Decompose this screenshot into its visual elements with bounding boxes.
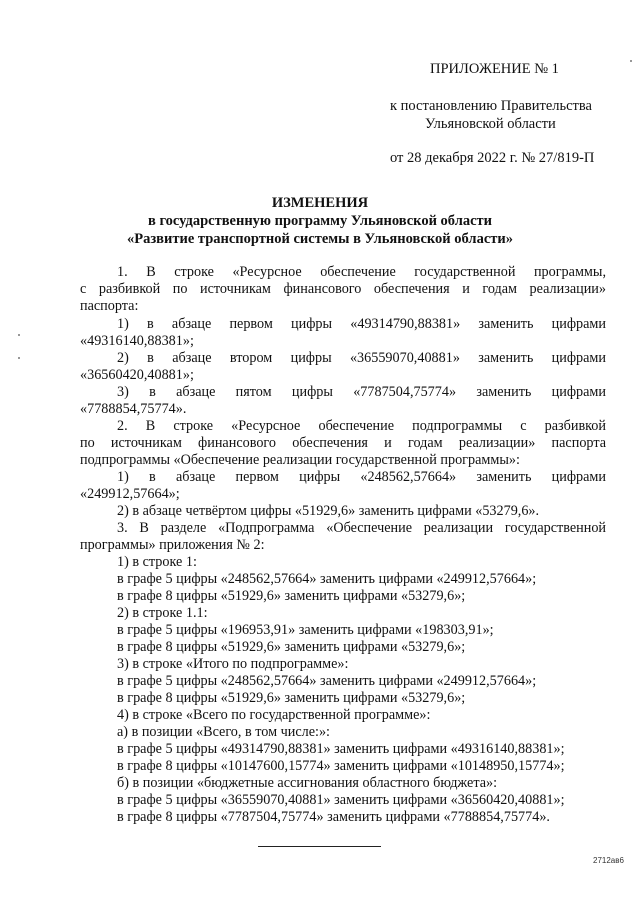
body-line: 4) в строке «Всего по государственной программе»:: [117, 707, 431, 723]
scan-speck: [630, 60, 632, 62]
body-line: «7788854,75774».: [80, 401, 187, 417]
document-subtitle-2: «Развитие транспортной системы в Ульяновской области»: [127, 231, 513, 247]
body-line: 2) в строке 1.1:: [117, 605, 208, 621]
body-line: 2) в абзаце втором цифры «36559070,40881» заменить цифрами: [117, 350, 606, 366]
body-line: с разбивкой по источникам финансового обеспечения и годам реализации»: [80, 281, 606, 297]
body-line: 3) в строке «Итого по подпрограмме»:: [117, 656, 349, 672]
body-line: программы» приложения № 2:: [80, 537, 265, 553]
closing-rule: [258, 846, 381, 847]
body-line: паспорта:: [80, 298, 139, 314]
body-line: 2) в абзаце четвёртом цифры «51929,6» заменить цифрами «53279,6».: [117, 503, 540, 519]
body-line: а) в позиции «Всего, в том числе:»:: [117, 724, 330, 740]
document-subtitle-1: в государственную программу Ульяновской области: [147, 213, 492, 229]
body-line: «36560420,40881»;: [80, 367, 194, 383]
page-code: 2712ав6: [593, 856, 624, 865]
body-line: в графе 8 цифры «51929,6» заменить цифрами «53279,6»;: [117, 639, 466, 655]
body-line: 1) в абзаце первом цифры «49314790,88381» заменить цифрами: [117, 316, 606, 332]
resolution-label: к постановлению Правительства: [390, 98, 592, 114]
date-number-label: от 28 декабря 2022 г. № 27/819-П: [390, 150, 595, 166]
appendix-label: ПРИЛОЖЕНИЕ № 1: [430, 61, 559, 77]
body-line: б) в позиции «бюджетные ассигнования областного бюджета»:: [117, 775, 498, 791]
body-line: в графе 5 цифры «196953,91» заменить цифрами «198303,91»;: [117, 622, 494, 638]
body-line: в графе 5 цифры «49314790,88381» заменить цифрами «49316140,88381»;: [117, 741, 565, 757]
body-line: «249912,57664»;: [80, 486, 180, 502]
body-line: в графе 5 цифры «248562,57664» заменить цифрами «249912,57664»;: [117, 673, 537, 689]
body-line: «49316140,88381»;: [80, 333, 194, 349]
body-line: по источникам финансового обеспечения и годам реализации» паспорта: [80, 435, 606, 451]
body-line: 3) в абзаце пятом цифры «7787504,75774» заменить цифрами: [117, 384, 606, 400]
body-line: в графе 8 цифры «51929,6» заменить цифрами «53279,6»;: [117, 588, 466, 604]
body-line: 1) в абзаце первом цифры «248562,57664» заменить цифрами: [117, 469, 606, 485]
body-line: в графе 8 цифры «10147600,15774» заменить цифрами «10148950,15774»;: [117, 758, 565, 774]
body-line: в графе 5 цифры «248562,57664» заменить цифрами «249912,57664»;: [117, 571, 537, 587]
scan-speck: [18, 357, 20, 359]
body-line: 1. В строке «Ресурсное обеспечение государственной программы,: [117, 264, 606, 280]
body-line: в графе 8 цифры «51929,6» заменить цифрами «53279,6»;: [117, 690, 466, 706]
body-line: подпрограммы «Обеспечение реализации государственной программы»:: [80, 452, 520, 468]
body-line: 2. В строке «Ресурсное обеспечение подпрограммы с разбивкой: [117, 418, 606, 434]
body-line: в графе 8 цифры «7787504,75774» заменить цифрами «7788854,75774».: [117, 809, 550, 825]
scan-speck: [18, 334, 20, 336]
document-title: ИЗМЕНЕНИЯ: [271, 195, 369, 211]
region-label: Ульяновской области: [425, 116, 556, 132]
body-line: 1) в строке 1:: [117, 554, 197, 570]
body-line: в графе 5 цифры «36559070,40881» заменить цифрами «36560420,40881»;: [117, 792, 565, 808]
body-line: 3. В разделе «Подпрограмма «Обеспечение реализации государственной: [117, 520, 606, 536]
